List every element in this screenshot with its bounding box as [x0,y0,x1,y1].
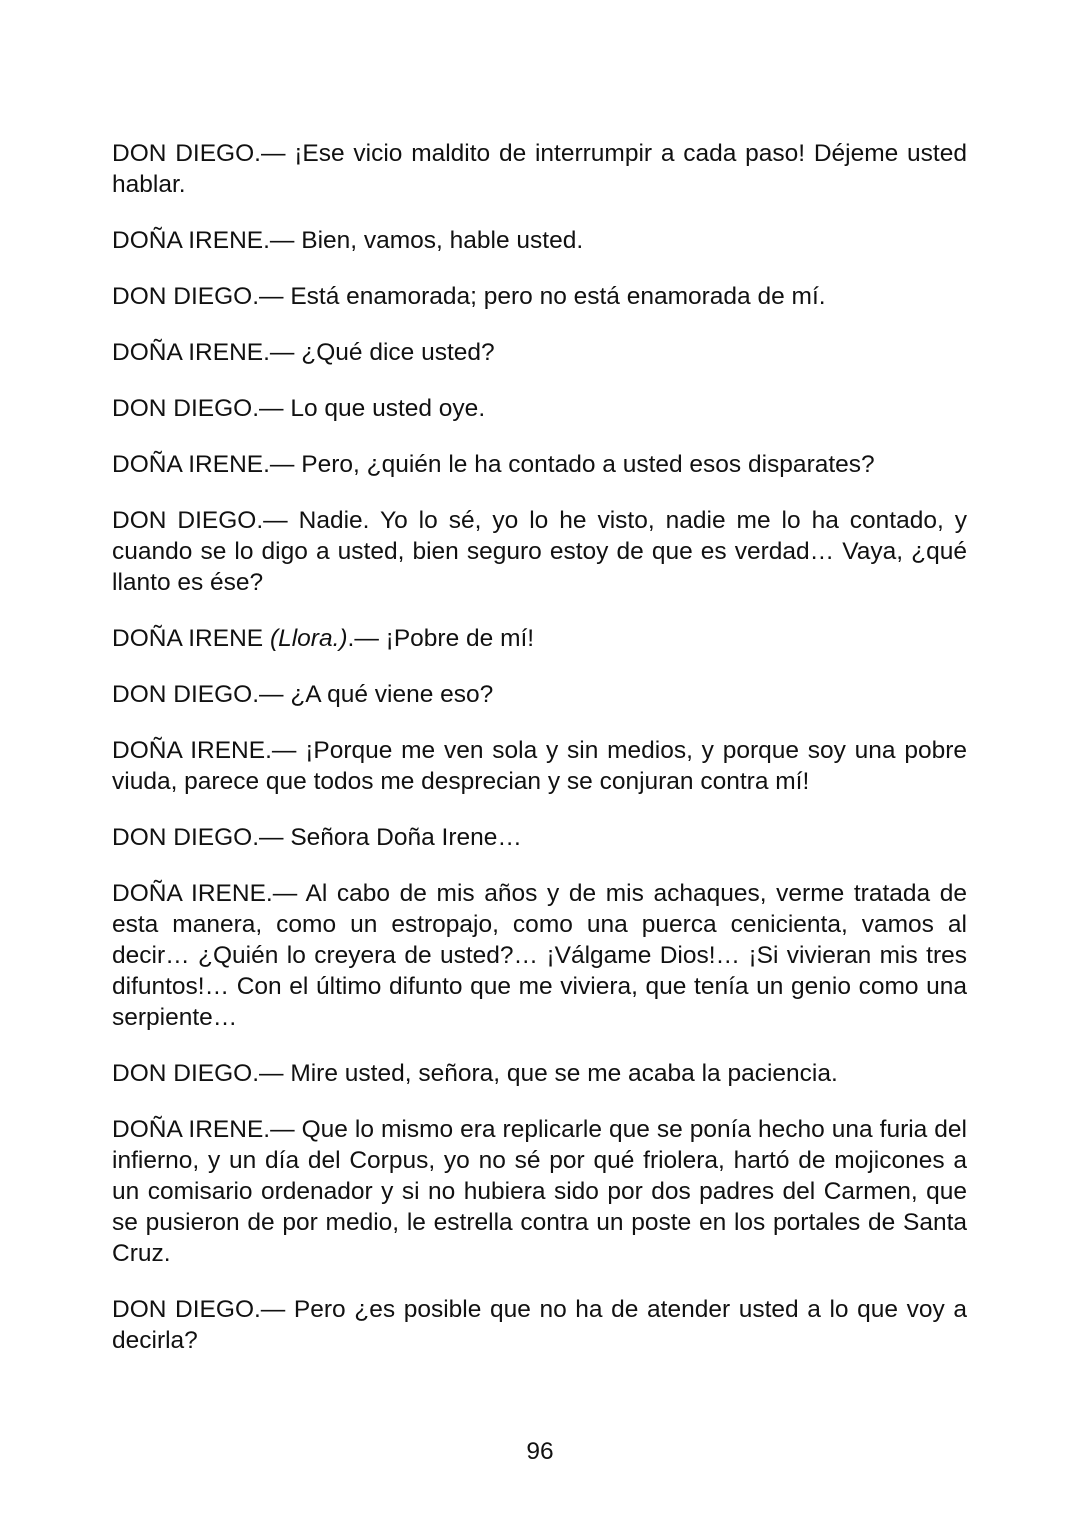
speaker: DOÑA IRENE.— [112,227,295,254]
speaker: DOÑA IRENE.— [112,737,297,764]
line-text: ¡Porque me ven sola y sin medios, y porque soy una pobre viuda, parece que todos me desprecian y se conjuran contra mí! [112,737,967,795]
dialogue-line [112,281,967,312]
line-text: Al cabo de mis años y de mis achaques, verme tratada de esta manera, como un estropajo, como una puerca cenicienta, vamos al decir… ¿Quién lo creyera de usted?… ¡Válgame Dios!… ¡Si vivieran mis tres difuntos!… Con el último difunto que me viviera, que tenía un genio como una serpiente… [112,880,967,1031]
speaker: DON DIEGO.— [112,283,284,310]
line-text: Nadie. Yo lo sé, yo lo he visto, nadie me lo ha contado, y cuando se lo digo a usted, bien seguro estoy de que es verdad… Vaya, ¿qué llanto es ése? [112,507,968,596]
speaker: DON DIEGO.— [112,824,284,851]
dialogue-line [112,505,967,598]
speaker: DOÑA IRENE.— [112,1116,295,1143]
speaker: DON DIEGO.— [112,1060,284,1087]
dialogue-line [112,623,967,654]
page-body [112,138,967,1381]
dialogue-line [112,1114,967,1269]
speaker-dash: .— [347,625,379,652]
line-text: Está enamorada; pero no está enamorada de mí. [290,283,826,310]
speaker: DOÑA IRENE.— [112,451,295,478]
dialogue-line [112,393,967,424]
line-text: Mire usted, señora, que se me acaba la paciencia. [290,1060,838,1087]
line-text: Lo que usted oye. [290,395,486,422]
speaker: DON DIEGO.— [112,1296,286,1323]
dialogue-line [112,679,967,710]
line-text: Que lo mismo era replicarle que se ponía hecho una furia del infierno, y un día del Corpus, yo no sé por qué friolera, hartó de mojicones a un comisario ordenador y si no hubiera sido por dos padres del Carmen, que se pusieron de por medio, le estrella contra un poste en los portales de Santa Cruz. [112,1116,967,1267]
line-text: Bien, vamos, hable usted. [301,227,584,254]
line-text: Señora Doña Irene… [290,824,522,851]
dialogue-line [112,878,967,1033]
stage-direction: (Llora.) [269,625,348,652]
line-text: ¡Pobre de mí! [385,625,535,652]
dialogue-line [112,138,967,200]
dialogue-line [112,822,967,853]
line-text: Pero ¿es posible que no ha de atender usted a lo que voy a decirla? [112,1296,967,1354]
speaker: DON DIEGO.— [112,395,284,422]
line-text: Pero, ¿quién le ha contado a usted esos disparates? [301,451,875,478]
line-text: ¿A qué viene eso? [290,681,494,708]
speaker: DOÑA IRENE.— [112,880,298,907]
speaker: DON DIEGO.— [112,140,286,167]
line-text: ¡Ese vicio maldito de interrumpir a cada paso! Déjeme usted hablar. [112,140,967,198]
speaker: DON DIEGO.— [112,681,284,708]
speaker: DON DIEGO.— [112,507,288,534]
dialogue-line [112,449,967,480]
dialogue-line [112,225,967,256]
speaker: DOÑA IRENE [112,625,264,652]
dialogue-line [112,1294,967,1356]
dialogue-line [112,1058,967,1089]
dialogue-line [112,337,967,368]
dialogue-line [112,735,967,797]
line-text: ¿Qué dice usted? [301,339,495,366]
page-number: 96 [526,1438,554,1465]
speaker: DOÑA IRENE.— [112,339,295,366]
